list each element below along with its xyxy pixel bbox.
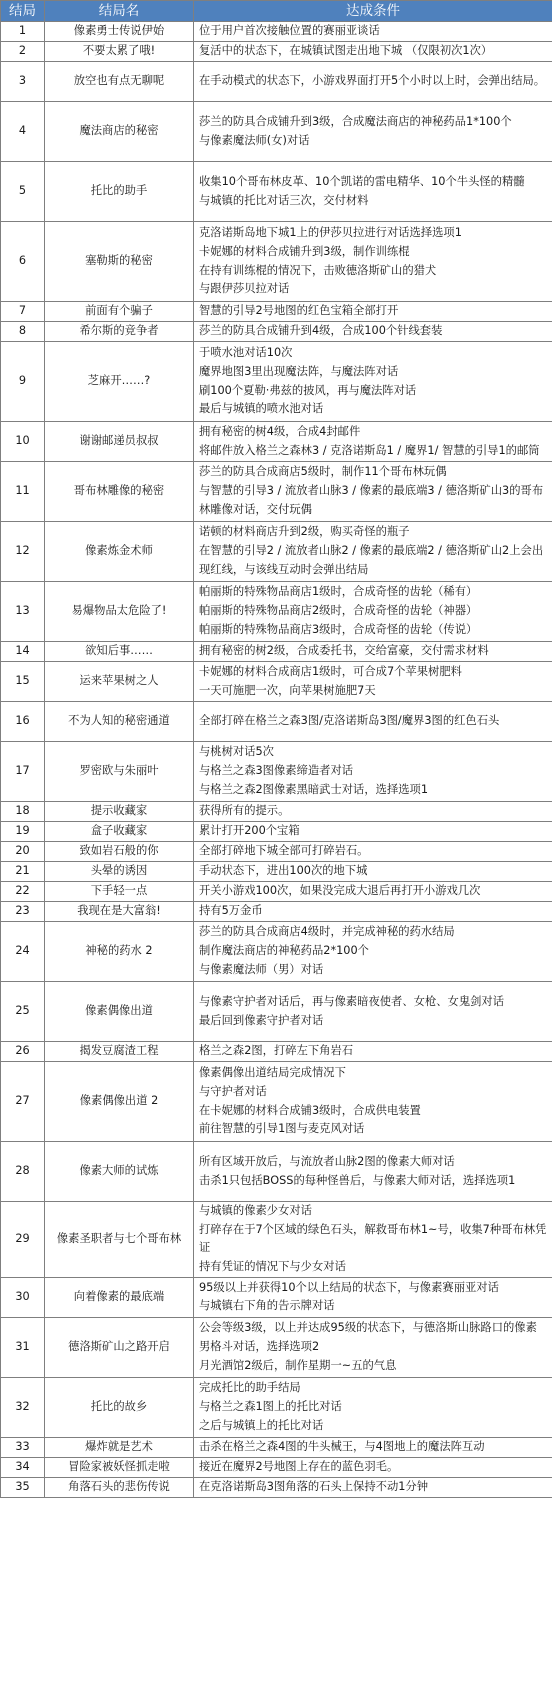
ending-condition: [194, 62, 552, 102]
table-row: [1, 1317, 552, 1377]
ending-name: 致如岩石般的你: [45, 842, 194, 862]
ending-name: 提示收藏家: [45, 802, 194, 822]
ending-id: 19: [1, 822, 45, 842]
ending-id: 4: [1, 102, 45, 162]
condition-line: 莎兰的防具合成铺升到3级，合成魔法商店的神秘药品1*100个: [199, 114, 512, 128]
header-condition: 达成条件: [194, 1, 552, 22]
ending-name: 像素圣职者与七个哥布林: [45, 1202, 194, 1278]
condition-line: 制作魔法商店的神秘药品2*100个: [199, 944, 369, 958]
ending-name: 放空也有点无聊呢: [45, 62, 194, 102]
condition-line: 在卡妮娜的材料合成铺3级时，合成供电装置: [199, 1103, 421, 1117]
table-row: [1, 902, 552, 922]
ending-condition: [194, 802, 552, 822]
condition-line: 与像素守护者对话后，再与像素暗夜使者、女枪、女鬼剑对话: [199, 994, 505, 1008]
ending-id: 1: [1, 22, 45, 42]
table-row: [1, 842, 552, 862]
condition-line: 与智慧的引导3 / 流放者山脉3 / 像素的最底端3 / 德洛斯矿山3的哥布林雕像对话，交付玩偶: [199, 484, 544, 516]
condition-line: 与格兰之森1图上的托比对话: [199, 1399, 342, 1413]
ending-id: 26: [1, 1042, 45, 1062]
condition-line: 全部打碎在格兰之森3图/克洛诺斯岛3图/魔界3图的红色石头: [199, 714, 500, 728]
ending-name: 我现在是大富翁!: [45, 902, 194, 922]
ending-condition: [194, 662, 552, 702]
condition-line: 接近在魔界2号地图上存在的蓝色羽毛。: [199, 1459, 399, 1473]
condition-line: 完成托比的助手结局: [199, 1381, 301, 1395]
condition-line: 帕丽斯的特殊物品商店3级时，合成奇怪的齿轮（传说）: [199, 622, 478, 636]
ending-id: 20: [1, 842, 45, 862]
ending-id: 10: [1, 422, 45, 462]
condition-line: 在持有训练棍的情况下，击败德洛斯矿山的猎犬: [199, 263, 437, 277]
condition-line: 像素偶像出道结局完成情况下: [199, 1066, 346, 1080]
ending-condition: [194, 742, 552, 802]
table-row: [1, 342, 552, 422]
ending-id: 17: [1, 742, 45, 802]
ending-id: 11: [1, 462, 45, 522]
ending-condition: [194, 902, 552, 922]
ending-id: 2: [1, 42, 45, 62]
ending-condition: [194, 422, 552, 462]
condition-line: 最后与城镇的喷水池对话: [199, 402, 324, 416]
ending-condition: [194, 522, 552, 582]
condition-line: 与像素魔法师（男）对话: [199, 962, 324, 976]
condition-line: 开关小游戏100次，如果没完成大退后再打开小游戏几次: [199, 884, 481, 898]
table-row: [1, 1437, 552, 1457]
ending-name: 魔法商店的秘密: [45, 102, 194, 162]
ending-condition: [194, 1377, 552, 1437]
header-name: 结局名: [45, 1, 194, 22]
condition-line: 魔界地图3里出现魔法阵，与魔法阵对话: [199, 364, 399, 378]
ending-name: 像素大师的试炼: [45, 1142, 194, 1202]
condition-line: 之后与城镇上的托比对话: [199, 1418, 324, 1432]
condition-line: 与格兰之森3图像素缔造者对话: [199, 764, 354, 778]
condition-line: 智慧的引导2号地图的红色宝箱全部打开: [199, 304, 399, 318]
ending-condition: [194, 642, 552, 662]
ending-id: 12: [1, 522, 45, 582]
table-row: [1, 642, 552, 662]
ending-name: 希尔斯的竞争者: [45, 322, 194, 342]
table-row: [1, 922, 552, 982]
condition-line: 与桃树对话5次: [199, 745, 274, 759]
condition-line: 与格兰之森2图像素黑暗武士对话，选择选项1: [199, 782, 429, 796]
ending-id: 5: [1, 162, 45, 222]
table-row: [1, 802, 552, 822]
ending-name: 芝麻开……?: [45, 342, 194, 422]
condition-line: 持有凭证的情况下与少女对话: [199, 1260, 346, 1274]
ending-name: 下手轻一点: [45, 882, 194, 902]
table-row: [1, 702, 552, 742]
table-row: [1, 982, 552, 1042]
ending-name: 冒险家被妖怪抓走啦: [45, 1457, 194, 1477]
condition-line: 克洛诺斯岛地下城1上的伊莎贝拉进行对话选择选项1: [199, 226, 462, 240]
condition-line: 击杀在格兰之森4图的牛头械王，与4图地上的魔法阵互动: [199, 1439, 485, 1453]
condition-line: 与城镇的托比对话三次，交付材料: [199, 193, 369, 207]
ending-id: 33: [1, 1437, 45, 1457]
table-row: [1, 322, 552, 342]
condition-line: 在手动模式的状态下，小游戏界面打开5个小时以上时，会弹出结局。: [199, 74, 546, 88]
ending-condition: [194, 882, 552, 902]
condition-line: 拥有秘密的树4级，合成4封邮件: [199, 424, 361, 438]
ending-id: 16: [1, 702, 45, 742]
condition-line: 手动状态下，进出100次的地下城: [199, 864, 368, 878]
ending-id: 27: [1, 1062, 45, 1142]
ending-name: 运来苹果树之人: [45, 662, 194, 702]
ending-name: 前面有个骗子: [45, 302, 194, 322]
condition-line: 诺顿的材料商店升到2级，购买奇怪的瓶子: [199, 525, 410, 539]
ending-condition: [194, 842, 552, 862]
condition-line: 一天可施肥一次，向苹果树施肥7天: [199, 683, 376, 697]
ending-name: 爆炸就是艺术: [45, 1437, 194, 1457]
table-row: [1, 62, 552, 102]
ending-name: 揭发豆腐渣工程: [45, 1042, 194, 1062]
condition-line: 打碎存在于7个区域的绿色石头，解救哥布林1~号，收集7种哥布林凭证: [199, 1222, 547, 1255]
condition-line: 全部打碎地下城全部可打碎岩石。: [199, 844, 369, 858]
ending-id: 6: [1, 222, 45, 302]
ending-id: 21: [1, 862, 45, 882]
ending-name: 谢谢邮递员叔叔: [45, 422, 194, 462]
condition-line: 卡妮娜的材料合成铺升到3级，制作训练棍: [199, 244, 410, 258]
ending-condition: [194, 982, 552, 1042]
ending-id: 14: [1, 642, 45, 662]
condition-line: 帕丽斯的特殊物品商店2级时，合成奇怪的齿轮（神器）: [199, 604, 478, 618]
ending-id: 24: [1, 922, 45, 982]
ending-condition: [194, 162, 552, 222]
ending-id: 34: [1, 1457, 45, 1477]
ending-name: 托比的助手: [45, 162, 194, 222]
table-row: [1, 162, 552, 222]
condition-line: 拥有秘密的树2级，合成委托书，交给富豪，交付需求材料: [199, 644, 489, 658]
ending-id: 31: [1, 1317, 45, 1377]
condition-line: 卡妮娜的材料合成商店1级时，可合成7个苹果树肥料: [199, 664, 462, 678]
ending-name: 神秘的药水 2: [45, 922, 194, 982]
condition-line: 95级以上并获得10个以上结局的状态下，与像素赛丽亚对话: [199, 1280, 499, 1294]
table-row: [1, 222, 552, 302]
table-row: [1, 302, 552, 322]
ending-name: 头晕的诱因: [45, 862, 194, 882]
ending-condition: [194, 342, 552, 422]
condition-line: 收集10个哥布林皮革、10个凯诺的雷电精华、10个牛头怪的精髓: [199, 174, 525, 188]
table-row: [1, 1202, 552, 1278]
table-row: [1, 1477, 552, 1497]
condition-line: 与城镇右下角的告示牌对话: [199, 1299, 335, 1313]
table-row: [1, 1457, 552, 1477]
condition-line: 莎兰的防具合成商店5级时，制作11个哥布林玩偶: [199, 465, 447, 479]
condition-line: 持有5万金币: [199, 904, 263, 918]
table-row: [1, 522, 552, 582]
ending-condition: [194, 1062, 552, 1142]
ending-name: 像素炼金术师: [45, 522, 194, 582]
ending-name: 向着像素的最底端: [45, 1277, 194, 1317]
ending-id: 3: [1, 62, 45, 102]
ending-id: 30: [1, 1277, 45, 1317]
ending-condition: [194, 102, 552, 162]
ending-id: 15: [1, 662, 45, 702]
ending-name: 像素偶像出道: [45, 982, 194, 1042]
table-row: [1, 22, 552, 42]
ending-condition: [194, 862, 552, 882]
table-row: [1, 1042, 552, 1062]
ending-condition: [194, 1277, 552, 1317]
condition-line: 获得所有的提示。: [199, 804, 290, 818]
ending-condition: [194, 582, 552, 642]
ending-id: 28: [1, 1142, 45, 1202]
ending-name: 塞勒斯的秘密: [45, 222, 194, 302]
ending-name: 欲知后事……: [45, 642, 194, 662]
table-row: [1, 102, 552, 162]
condition-line: 公会等级3级，以上并达成95级的状态下，与德洛斯山脉路口的像素男格斗对话，选择选项2: [199, 1321, 537, 1353]
ending-name: 不为人知的秘密通道: [45, 702, 194, 742]
table-row: [1, 1377, 552, 1437]
condition-line: 累计打开200个宝箱: [199, 824, 300, 838]
ending-id: 18: [1, 802, 45, 822]
table-row: [1, 862, 552, 882]
ending-name: 像素勇士传说伊始: [45, 22, 194, 42]
header-id: 结局: [1, 1, 45, 22]
condition-line: 将邮件放入格兰之森林3 / 克洛诺斯岛1 / 魔界1/ 智慧的引导1的邮筒: [199, 443, 540, 457]
condition-line: 刷100个夏勒·弗兹的披风，再与魔法阵对话: [199, 383, 417, 397]
condition-line: 最后回到像素守护者对话: [199, 1013, 324, 1027]
ending-id: 25: [1, 982, 45, 1042]
ending-name: 德洛斯矿山之路开启: [45, 1317, 194, 1377]
condition-line: 格兰之森2图，打碎左下角岩石: [199, 1044, 354, 1058]
table-row: [1, 1062, 552, 1142]
condition-line: 在克洛诺斯岛3图角落的石头上保持不动1分钟: [199, 1479, 429, 1493]
ending-condition: [194, 1437, 552, 1457]
ending-name: 罗密欧与朱丽叶: [45, 742, 194, 802]
ending-condition: [194, 222, 552, 302]
ending-condition: [194, 1457, 552, 1477]
ending-condition: [194, 922, 552, 982]
table-body: [1, 22, 552, 1498]
ending-id: 29: [1, 1202, 45, 1278]
ending-name: 易爆物品太危险了!: [45, 582, 194, 642]
condition-line: 莎兰的防具合成铺升到4级，合成100个针线套装: [199, 324, 443, 338]
condition-line: 与像素魔法师(女)对话: [199, 133, 310, 147]
condition-line: 与守护者对话: [199, 1084, 267, 1098]
table-row: [1, 742, 552, 802]
condition-line: 复活中的状态下，在城镇试图走出地下城 （仅限初次1次）: [199, 44, 493, 58]
ending-id: 8: [1, 322, 45, 342]
table-row: [1, 1277, 552, 1317]
ending-name: 不要太累了哦!: [45, 42, 194, 62]
condition-line: 在智慧的引导2 / 流放者山脉2 / 像素的最底端2 / 德洛斯矿山2上会出现红线，与该线互动时会弹出结局: [199, 544, 544, 576]
condition-line: 击杀1只包括BOSS的每种怪兽后，与像素大师对话，选择选项1: [199, 1173, 516, 1187]
ending-id: 32: [1, 1377, 45, 1437]
table-row: [1, 662, 552, 702]
table-row: [1, 42, 552, 62]
ending-id: 35: [1, 1477, 45, 1497]
ending-condition: [194, 1317, 552, 1377]
condition-line: 莎兰的防具合成商店4级时，并完成神秘的药水结局: [199, 925, 455, 939]
ending-name: 盒子收藏家: [45, 822, 194, 842]
table-row: [1, 462, 552, 522]
ending-name: 托比的故乡: [45, 1377, 194, 1437]
condition-line: 与跟伊莎贝拉对话: [199, 282, 290, 296]
table-row: [1, 1142, 552, 1202]
table-row: [1, 822, 552, 842]
condition-line: 所有区域开放后，与流放者山脉2图的像素大师对话: [199, 1154, 455, 1168]
condition-line: 与城镇的像素少女对话: [199, 1204, 312, 1217]
ending-condition: [194, 42, 552, 62]
ending-id: 23: [1, 902, 45, 922]
ending-name: 哥布林雕像的秘密: [45, 462, 194, 522]
ending-name: 角落石头的悲伤传说: [45, 1477, 194, 1497]
ending-condition: [194, 1142, 552, 1202]
ending-condition: [194, 1202, 552, 1278]
ending-condition: [194, 22, 552, 42]
ending-condition: [194, 302, 552, 322]
ending-id: 13: [1, 582, 45, 642]
ending-condition: [194, 702, 552, 742]
ending-condition: [194, 1477, 552, 1497]
condition-line: 于喷水池对话10次: [199, 346, 293, 360]
ending-condition: [194, 322, 552, 342]
condition-line: 前往智慧的引导1图与麦克风对话: [199, 1122, 365, 1136]
table-row: [1, 882, 552, 902]
ending-name: 像素偶像出道 2: [45, 1062, 194, 1142]
ending-condition: [194, 822, 552, 842]
ending-condition: [194, 1042, 552, 1062]
table-row: [1, 422, 552, 462]
ending-id: 9: [1, 342, 45, 422]
table-row: [1, 582, 552, 642]
ending-id: 22: [1, 882, 45, 902]
condition-line: 月光酒馆2级后，制作星期一~五的气息: [199, 1358, 397, 1372]
ending-condition: [194, 462, 552, 522]
header-row: [1, 1, 552, 22]
condition-line: 位于用户首次接触位置的赛丽亚谈话: [199, 24, 380, 38]
condition-line: 帕丽斯的特殊物品商店1级时，合成奇怪的齿轮（稀有）: [199, 585, 478, 599]
ending-id: 7: [1, 302, 45, 322]
